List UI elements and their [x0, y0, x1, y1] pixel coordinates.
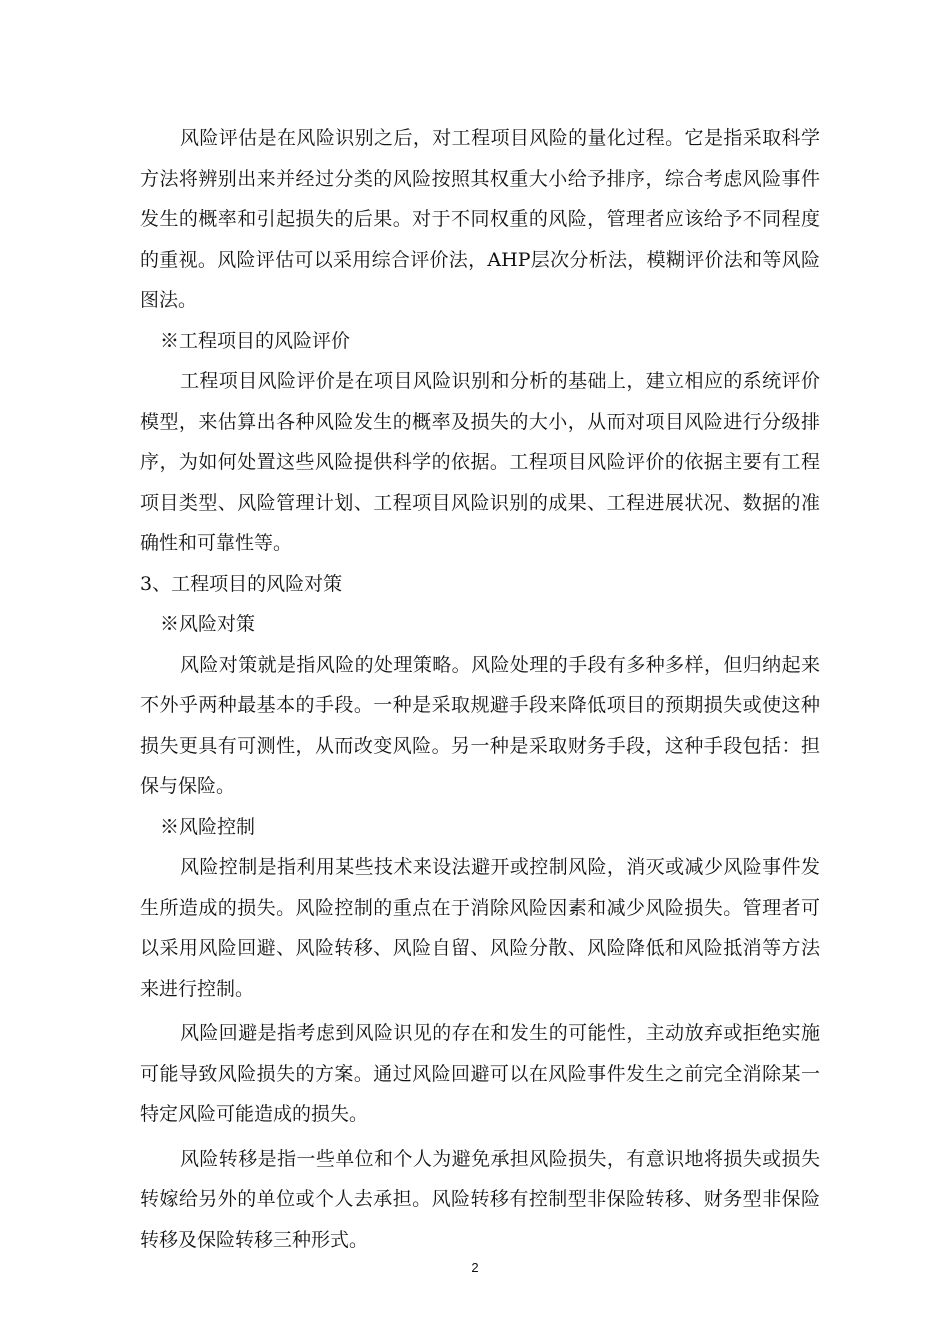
paragraph-risk-avoidance: 风险回避是指考虑到风险识见的存在和发生的可能性，主动放弃或拒绝实施可能导致风险损失的方案。通过风险回避可以在风险事件发生之前完全消除某一特定风险可能造成的损失。: [140, 1022, 820, 1125]
paragraph-risk-countermeasures: 风险对策就是指风险的处理策略。风险处理的手段有多种多样，但归纳起来不外乎两种最基本的手段。一种是采取规避手段来降低项目的预期损失或使这种损失更具有可测性，从而改变风险。另一种是采取财务手段，这种手段包括：担保与保险。: [140, 653, 820, 797]
paragraph-risk-transfer: 风险转移是指一些单位和个人为避免承担风险损失，有意识地将损失或损失转嫁给另外的单位或个人去承担。风险转移有控制型非保险转移、财务型非保险转移及保险转移三种形式。: [140, 1147, 820, 1251]
paragraph-project-risk-evaluation: 工程项目风险评价是在项目风险识别和分析的基础上，建立相应的系统评价模型，来估算出各种风险发生的概率及损失的大小，从而对项目风险进行分级排序，为如何处置这些风险提供科学的依据。工程项目风险评价的依据主要有工程项目类型、风险管理计划、工程项目风险识别的成果、工程进展状况、数据的准确性和可靠性等。: [140, 370, 820, 554]
subheading-project-risk-evaluation: ※工程项目的风险评价: [160, 329, 351, 352]
subheading-risk-control: ※风险控制: [160, 815, 256, 838]
section-heading-risk-countermeasures: 3、工程项目的风险对策: [140, 572, 343, 595]
page-number: 2: [471, 1260, 479, 1275]
paragraph-risk-assessment: 风险评估是在风险识别之后，对工程项目风险的量化过程。它是指采取科学方法将辨别出来并经过分类的风险按照其权重大小给予排序，综合考虑风险事件发生的概率和引起损失的后果。对于不同权重的风险，管理者应该给予不同程度的重视。风险评估可以采用综合评价法，AHP层次分析法，模糊评价法和等风险图法。: [140, 127, 820, 311]
paragraph-risk-control: 风险控制是指利用某些技术来设法避开或控制风险，消灭或减少风险事件发生所造成的损失。风险控制的重点在于消除风险因素和减少风险损失。管理者可以采用风险回避、风险转移、风险自留、风险分散、风险降低和风险抵消等方法来进行控制。: [140, 856, 820, 1000]
document-body: [140, 118, 820, 1260]
subheading-risk-countermeasures: ※风险对策: [160, 613, 256, 635]
